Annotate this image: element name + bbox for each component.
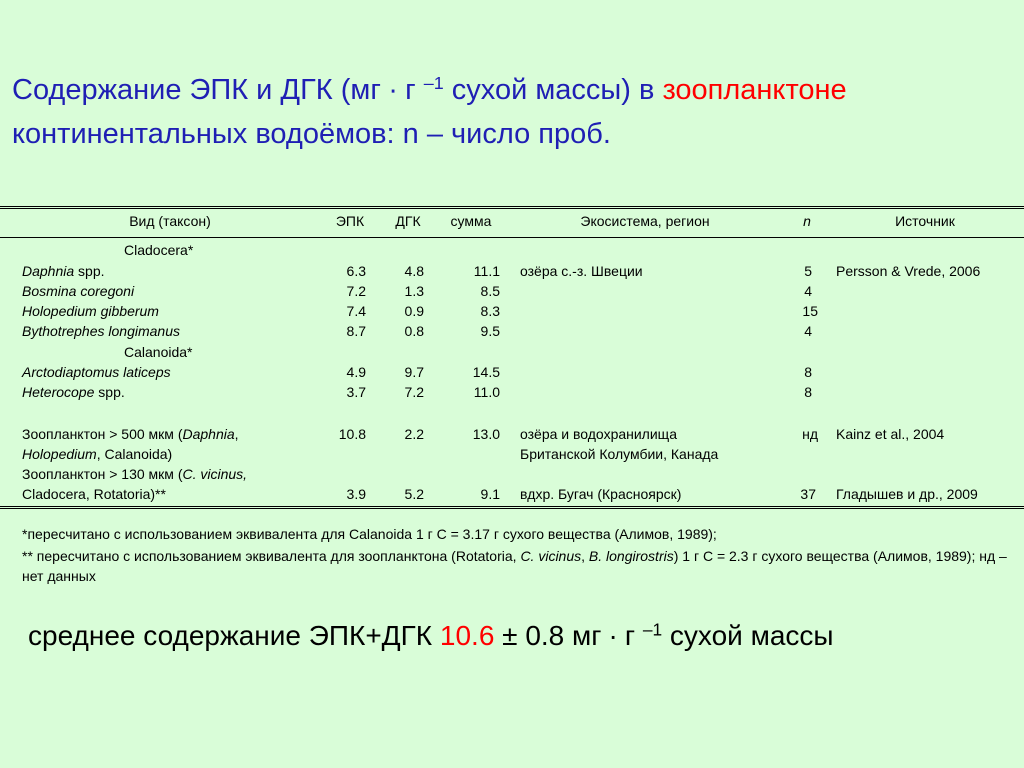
epa-value: 10.8 xyxy=(338,426,366,442)
table-top-rule xyxy=(0,206,1024,209)
title-line2: континентальных водоёмов: n – число проб. xyxy=(12,118,611,150)
dha-value: 0.8 xyxy=(404,323,424,339)
slide-title xyxy=(12,68,1012,156)
header-dha: ДГК xyxy=(395,213,421,229)
sum-value: 8.3 xyxy=(480,303,500,319)
footnote-2c: , xyxy=(581,548,589,564)
dha-value: 2.2 xyxy=(404,426,424,442)
epa-value: 7.4 xyxy=(346,303,366,319)
footnote-2 xyxy=(22,546,1012,586)
dha-value: 1.3 xyxy=(404,283,424,299)
dha-value: 0.9 xyxy=(404,303,424,319)
header-taxon: Вид (таксон) xyxy=(129,213,211,229)
zoo130-label-line1 xyxy=(22,464,247,484)
header-n: n xyxy=(803,213,811,229)
source-value: Kainz et al., 2004 xyxy=(836,426,945,442)
table-bottom-rule xyxy=(0,506,1024,509)
dha-value: 7.2 xyxy=(404,384,424,400)
zoo500-l1a: Зоопланктон > 500 мкм ( xyxy=(22,426,183,442)
group-label-cladocera: Cladocera* xyxy=(124,242,194,258)
footnote-2b: C. vicinus xyxy=(520,548,582,564)
sum-value: 14.5 xyxy=(472,364,500,380)
n-value: 37 xyxy=(800,486,816,502)
ecosystem-value-line2: Британской Колумбии, Канада xyxy=(520,446,719,462)
sum-value: 11.0 xyxy=(473,384,500,400)
epa-value: 3.7 xyxy=(346,384,366,400)
summary-part2: ± 0.8 мг ∙ г xyxy=(494,620,643,651)
epa-value: 3.9 xyxy=(346,486,366,502)
sum-value: 9.5 xyxy=(480,323,500,339)
species-cell xyxy=(22,261,105,281)
summary-superscript: –1 xyxy=(642,619,663,640)
sum-value: 8.5 xyxy=(480,283,500,299)
dha-value: 4.8 xyxy=(404,263,424,279)
table-header-rule xyxy=(0,237,1024,238)
species-cell xyxy=(22,382,125,402)
epa-value: 4.9 xyxy=(346,364,366,380)
epa-value: 6.3 xyxy=(346,263,366,279)
summary-value: 10.6 xyxy=(439,620,495,651)
species-name: Bosmina coregoni xyxy=(22,283,135,299)
zoo500-l2b: , Calanoida) xyxy=(96,446,173,462)
footnote-2a: ** пересчитано с использованием эквивалента для зоопланктона (Rotatoria, xyxy=(22,548,521,564)
n-value: нд xyxy=(802,426,818,442)
header-source: Источник xyxy=(895,213,955,229)
footnote-2d: B. longirostris xyxy=(588,548,674,564)
dha-value: 5.2 xyxy=(404,486,424,502)
n-value: 15 xyxy=(802,303,818,319)
sum-value: 13.0 xyxy=(472,426,500,442)
group-label-calanoida: Calanoida* xyxy=(124,344,193,360)
species-suffix: spp. xyxy=(74,263,105,279)
header-ecosystem: Экосистема, регион xyxy=(580,213,710,229)
n-value: 4 xyxy=(804,283,812,299)
zoo500-l1c: , xyxy=(234,426,239,442)
species-name: Daphnia xyxy=(22,263,75,279)
species-name: Arctodiaptomus laticeps xyxy=(22,364,171,380)
zoo130-label-line2: Cladocera, Rotatoria)** xyxy=(22,486,166,502)
n-value: 4 xyxy=(804,323,812,339)
zoo500-label-line2 xyxy=(22,444,172,464)
title-part2: сухой массы) в xyxy=(443,74,663,106)
zoo500-label-line1 xyxy=(22,424,239,444)
summary-line xyxy=(28,614,1018,658)
footnote-1: *пересчитано с использованием эквивалента для Calanoida 1 г С = 3.17 г сухого вещества (Алимов, 1989); xyxy=(22,526,717,542)
n-value: 8 xyxy=(804,364,812,380)
epa-value: 8.7 xyxy=(346,323,366,339)
sum-value: 9.1 xyxy=(480,486,500,502)
footnote-2e: ) 1 г С = 2.3 г сухого вещества (Алимов, 1989); нд – нет данных xyxy=(22,548,1007,584)
source-value: Гладышев и др., 2009 xyxy=(836,486,978,502)
title-superscript: –1 xyxy=(423,73,444,94)
header-epa: ЭПК xyxy=(335,213,365,229)
summary-part1: среднее содержание ЭПК+ДГК xyxy=(28,620,440,651)
source-value: Persson & Vrede, 2006 xyxy=(836,263,981,279)
zoo500-l2a: Holopedium xyxy=(22,446,97,462)
zoo130-l1b: C. vicinus, xyxy=(182,466,248,482)
species-name: Bythotrephes longimanus xyxy=(22,323,180,339)
species-name: Holopedium gibberum xyxy=(22,303,159,319)
ecosystem-value: вдхр. Бугач (Красноярск) xyxy=(520,486,682,502)
title-part1: Содержание ЭПК и ДГК (мг ∙ г xyxy=(12,74,424,106)
epa-value: 7.2 xyxy=(346,283,366,299)
title-highlight: зоопланктоне xyxy=(662,74,847,106)
species-name: Heterocope xyxy=(22,384,95,400)
zoo500-l1b: Daphnia xyxy=(182,426,235,442)
summary-part3: сухой массы xyxy=(662,620,834,651)
dha-value: 9.7 xyxy=(404,364,424,380)
ecosystem-value: озёра с.-з. Швеции xyxy=(520,263,643,279)
zoo130-l1a: Зоопланктон > 130 мкм ( xyxy=(22,466,183,482)
sum-value: 11.1 xyxy=(473,263,500,279)
ecosystem-value-line1: озёра и водохранилища xyxy=(520,426,677,442)
n-value: 5 xyxy=(804,263,812,279)
n-value: 8 xyxy=(804,384,812,400)
species-suffix: spp. xyxy=(94,384,125,400)
header-sum: сумма xyxy=(450,213,492,229)
